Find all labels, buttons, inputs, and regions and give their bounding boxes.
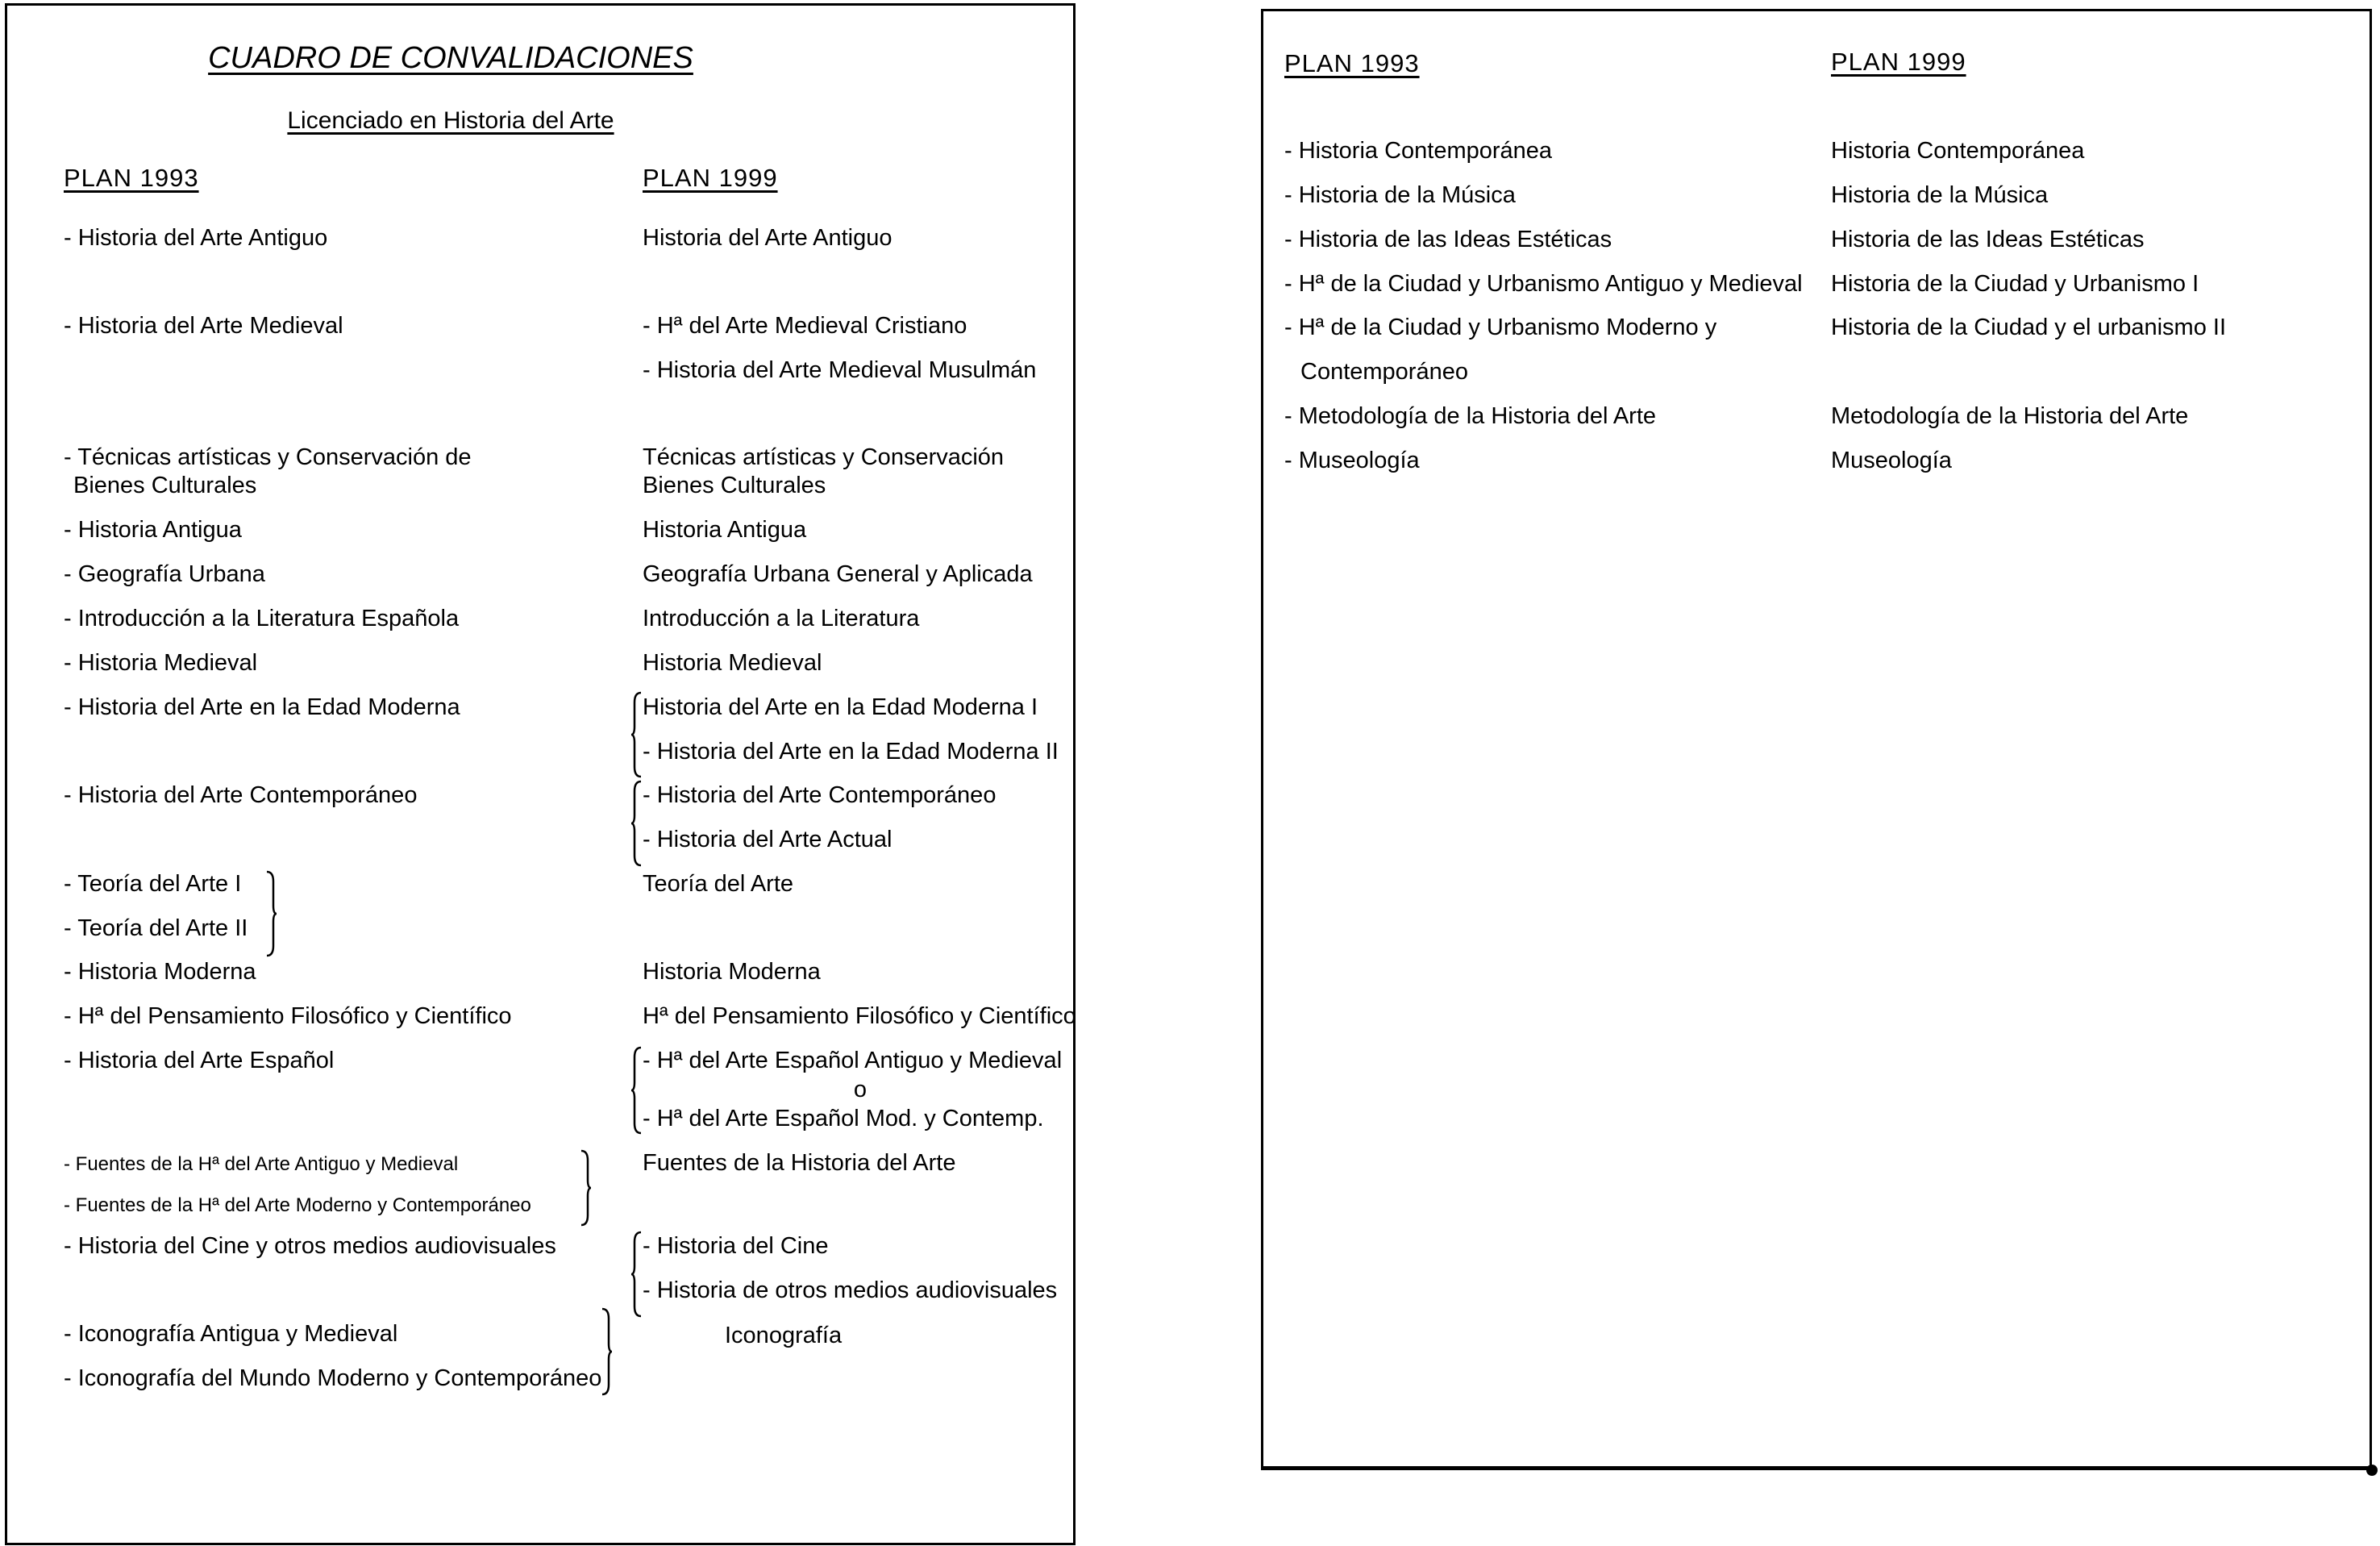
row-old-subject: - Geografía Urbana <box>64 561 265 587</box>
row-old-subject: - Historia del Arte Medieval <box>64 313 343 339</box>
row-old-subject: - Hª de la Ciudad y Urbanismo Antiguo y Medieval <box>1284 271 1803 297</box>
col-header-plan-1999: PLAN 1999 <box>643 164 778 192</box>
row-old-subject: - Teoría del Arte II <box>64 915 248 941</box>
row-new-subject: Teoría del Arte <box>643 871 793 897</box>
row-old-subject: - Técnicas artísticas y Conservación de <box>64 444 472 470</box>
row-old-subject: - Historia del Arte en la Edad Moderna <box>64 694 460 720</box>
row-new-subject: - Hª del Arte Español Mod. y Contemp. <box>643 1106 1044 1131</box>
row-old-subject: - Museología <box>1284 448 1420 473</box>
row-new-subject: Historia de la Ciudad y el urbanismo II <box>1831 315 2227 340</box>
row-old-subject-cont: Contemporáneo <box>1300 359 1468 385</box>
brace-left <box>631 1046 643 1135</box>
row-new-subject: Historia Contemporánea <box>1831 138 2085 164</box>
row-new-subject: Historia de la Música <box>1831 182 2049 208</box>
row-new-subject: Geografía Urbana General y Aplicada <box>643 561 1033 587</box>
row-new-subject: - Historia del Arte en la Edad Moderna II <box>643 739 1059 765</box>
col-header-plan-1993: PLAN 1993 <box>1284 49 1420 77</box>
left-page <box>5 3 1076 1545</box>
corner-mark <box>2366 1465 2378 1476</box>
row-old-subject: - Historia Antigua <box>64 517 242 543</box>
row-old-subject: - Historia del Cine y otros medios audiovisuales <box>64 1233 556 1259</box>
row-old-subject: - Fuentes de la Hª del Arte Moderno y Contemporáneo <box>64 1194 531 1216</box>
brace-right <box>265 870 277 957</box>
row-old-subject: - Hª de la Ciudad y Urbanismo Moderno y <box>1284 315 1717 340</box>
row-new-subject: Historia de las Ideas Estéticas <box>1831 227 2145 252</box>
row-old-subject: - Historia del Arte Contemporáneo <box>64 782 418 808</box>
row-new-subject: Historia del Arte en la Edad Moderna I <box>643 694 1038 720</box>
row-new-subject: Hª del Pensamiento Filosófico y Científico <box>643 1003 1076 1029</box>
row-old-subject: - Fuentes de la Hª del Arte Antiguo y Medieval <box>64 1153 459 1175</box>
brace-right <box>580 1149 591 1227</box>
row-old-subject: - Historia de las Ideas Estéticas <box>1284 227 1612 252</box>
row-old-subject: - Iconografía Antigua y Medieval <box>64 1321 398 1347</box>
page-title: CUADRO DE CONVALIDACIONES <box>208 41 693 75</box>
brace-right <box>601 1307 612 1396</box>
row-new-subject-cont: Bienes Culturales <box>643 473 826 498</box>
row-new-subject: Historia Antigua <box>643 517 807 543</box>
row-new-subject: Fuentes de la Historia del Arte <box>643 1150 956 1176</box>
brace-left <box>631 691 643 778</box>
row-new-subject: Historia Medieval <box>643 650 822 676</box>
col-header-plan-1993: PLAN 1993 <box>64 164 199 192</box>
row-old-subject: - Historia Contemporánea <box>1284 138 1553 164</box>
page-subtitle: Licenciado en Historia del Arte <box>287 107 614 134</box>
row-old-subject: - Metodología de la Historia del Arte <box>1284 403 1657 429</box>
row-old-subject: - Historia del Arte Español <box>64 1048 335 1073</box>
col-header-plan-1999: PLAN 1999 <box>1831 48 1966 76</box>
row-new-subject: - Historia del Arte Contemporáneo <box>643 782 997 808</box>
row-old-subject: - Historia de la Música <box>1284 182 1516 208</box>
row-new-subject: Iconografía <box>725 1323 843 1348</box>
row-new-subject: - Historia de otros medios audiovisuales <box>643 1277 1058 1303</box>
brace-left <box>631 1231 643 1318</box>
row-new-subject: Introducción a la Literatura <box>643 606 920 631</box>
brace-left <box>631 780 643 867</box>
row-new-subject: - Historia del Arte Actual <box>643 827 892 852</box>
row-old-subject: - Teoría del Arte I <box>64 871 242 897</box>
row-old-subject: - Historia Medieval <box>64 650 258 676</box>
row-new-subject: Museología <box>1831 448 1952 473</box>
row-new-subject: - Hª del Arte Español Antiguo y Medieval <box>643 1048 1063 1073</box>
row-old-subject: - Introducción a la Literatura Española <box>64 606 460 631</box>
row-new-subject: - Historia del Cine <box>643 1233 829 1259</box>
row-old-subject-cont: Bienes Culturales <box>73 473 257 498</box>
row-new-subject: - Hª del Arte Medieval Cristiano <box>643 313 967 339</box>
row-new-subject: Historia del Arte Antiguo <box>643 225 892 251</box>
row-old-subject: - Historia Moderna <box>64 959 256 985</box>
row-old-subject: - Hª del Pensamiento Filosófico y Científico <box>64 1003 512 1029</box>
right-page <box>1261 9 2372 1470</box>
or-label: o <box>853 1077 868 1102</box>
row-new-subject: Historia Moderna <box>643 959 821 985</box>
row-new-subject: Técnicas artísticas y Conservación <box>643 444 1005 470</box>
row-old-subject: - Historia del Arte Antiguo <box>64 225 328 251</box>
row-old-subject: - Iconografía del Mundo Moderno y Contemporáneo <box>64 1365 602 1391</box>
row-new-subject: - Historia del Arte Medieval Musulmán <box>643 357 1037 383</box>
row-new-subject: Metodología de la Historia del Arte <box>1831 403 2189 429</box>
bottom-rule <box>1261 1466 2372 1470</box>
row-new-subject: Historia de la Ciudad y Urbanismo I <box>1831 271 2199 297</box>
